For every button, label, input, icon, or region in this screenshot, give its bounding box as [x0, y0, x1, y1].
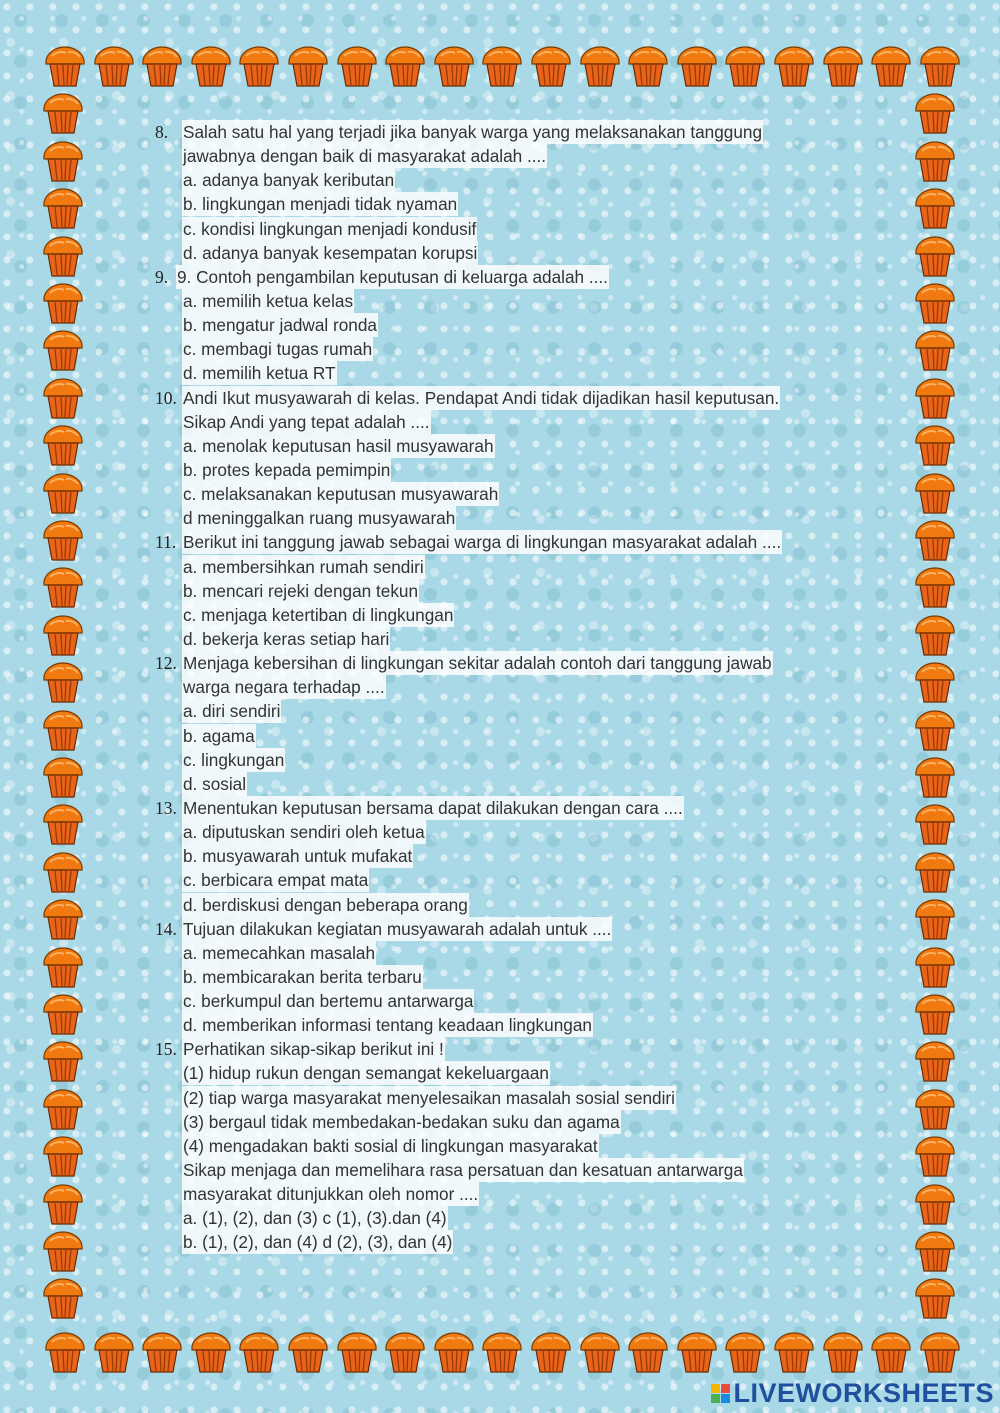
muffin-icon — [40, 565, 86, 609]
question-text: Berikut ini tanggung jawab sebagai warga di lingkungan masyarakat adalah .... — [183, 532, 782, 553]
muffin-icon — [912, 423, 958, 467]
question-line — [155, 603, 875, 627]
question-text: Tujuan dilakukan kegiatan musyawarah adalah untuk .... — [183, 918, 612, 939]
muffin-icon — [912, 660, 958, 704]
option-text: (4) mengadakan bakti sosial di lingkungan masyarakat — [183, 1135, 598, 1156]
question-number: 15. — [155, 1039, 177, 1060]
muffin-icon — [40, 1182, 86, 1226]
question-line — [155, 313, 875, 337]
muffin-icon — [40, 139, 86, 183]
option-text: c. berkumpul dan bertemu antarwarga — [183, 991, 474, 1012]
muffin-icon — [674, 44, 720, 88]
muffin-icon — [40, 1276, 86, 1320]
muffin-icon — [431, 1330, 477, 1374]
muffin-icon — [912, 518, 958, 562]
muffin-icon — [40, 802, 86, 846]
option-text: d meninggalkan ruang musyawarah — [183, 508, 456, 529]
muffin-icon — [40, 708, 86, 752]
muffin-icon — [912, 1134, 958, 1178]
muffin-icon — [528, 1330, 574, 1374]
option-text: d. adanya banyak kesempatan korupsi — [183, 242, 478, 263]
liveworksheets-logo-icon — [711, 1384, 730, 1403]
question-line — [155, 699, 875, 723]
option-text: (3) bergaul tidak membedakan-bedakan suku dan agama — [183, 1111, 620, 1132]
option-text: Sikap Andi yang tepat adalah .... — [183, 411, 430, 432]
question-list — [155, 120, 875, 1255]
muffin-icon — [40, 328, 86, 372]
muffin-icon — [188, 1330, 234, 1374]
option-text: b. mengatur jadwal ronda — [183, 315, 377, 336]
muffin-icon — [40, 91, 86, 135]
muffin-icon — [334, 1330, 380, 1374]
muffin-icon — [528, 44, 574, 88]
option-text: d. memilih ketua RT — [183, 363, 336, 384]
muffin-icon — [40, 1229, 86, 1273]
muffin-icon — [722, 44, 768, 88]
question-number: 10. — [155, 387, 177, 408]
option-text: a. membersihkan rumah sendiri — [183, 556, 424, 577]
option-text: b. musyawarah untuk mufakat — [183, 846, 413, 867]
question-line — [155, 1013, 875, 1037]
question-stem — [155, 530, 875, 554]
muffin-icon — [912, 1087, 958, 1131]
question-line — [155, 675, 875, 699]
question-line — [155, 337, 875, 361]
option-text: d. memberikan informasi tentang keadaan lingkungan — [183, 1015, 592, 1036]
muffin-icon — [40, 613, 86, 657]
question-line — [155, 965, 875, 989]
question-line — [155, 506, 875, 530]
question-line — [155, 144, 875, 168]
option-text: d. bekerja keras setiap hari — [183, 628, 390, 649]
option-text: c. membagi tugas rumah — [183, 339, 373, 360]
question-line — [155, 434, 875, 458]
question-line — [155, 724, 875, 748]
muffin-icon — [625, 44, 671, 88]
muffin-icon — [912, 234, 958, 278]
option-text: a. diputuskan sendiri oleh ketua — [183, 822, 425, 843]
muffin-icon — [912, 91, 958, 135]
muffin-icon — [771, 1330, 817, 1374]
muffin-icon — [91, 44, 137, 88]
muffin-icon — [868, 44, 914, 88]
muffin-icon — [912, 613, 958, 657]
logo-text: LIVEWORKSHEETS — [733, 1378, 994, 1408]
question-number: 11. — [155, 532, 177, 553]
option-text: (1) hidup rukun dengan semangat kekeluargaan — [183, 1063, 549, 1084]
option-text: Sikap menjaga dan memelihara rasa persatuan dan kesatuan antarwarga — [183, 1160, 743, 1181]
muffin-icon — [912, 186, 958, 230]
muffin-icon — [40, 518, 86, 562]
muffin-icon — [912, 1182, 958, 1226]
question-text: Menentukan keputusan bersama dapat dilakukan dengan cara .... — [183, 797, 683, 818]
question-stem — [155, 651, 875, 675]
question-number: 12. — [155, 653, 177, 674]
muffin-icon — [188, 44, 234, 88]
muffin-icon — [912, 755, 958, 799]
muffin-icon — [912, 139, 958, 183]
muffin-icon — [40, 755, 86, 799]
muffin-icon — [912, 471, 958, 515]
question-line — [155, 192, 875, 216]
muffin-icon — [431, 44, 477, 88]
question-line — [155, 1134, 875, 1158]
question-number: 13. — [155, 797, 177, 818]
question-stem — [155, 796, 875, 820]
option-text: c. melaksanakan keputusan musyawarah — [183, 484, 499, 505]
muffin-icon — [42, 1330, 88, 1374]
muffin-icon — [91, 1330, 137, 1374]
muffin-icon — [820, 44, 866, 88]
muffin-icon — [42, 44, 88, 88]
option-text: d. berdiskusi dengan beberapa orang — [183, 894, 468, 915]
option-text: b. membicarakan berita terbaru — [183, 966, 422, 987]
muffin-icon — [868, 1330, 914, 1374]
option-text: jawabnya dengan baik di masyarakat adalah .... — [183, 146, 547, 167]
question-line — [155, 1182, 875, 1206]
option-text: c. menjaga ketertiban di lingkungan — [183, 604, 454, 625]
question-line — [155, 820, 875, 844]
option-text: masyarakat ditunjukkan oleh nomor .... — [183, 1184, 479, 1205]
question-line — [155, 844, 875, 868]
muffin-icon — [40, 945, 86, 989]
question-line — [155, 168, 875, 192]
muffin-icon — [139, 1330, 185, 1374]
question-stem — [155, 917, 875, 941]
muffin-icon — [40, 281, 86, 325]
question-line — [155, 217, 875, 241]
question-stem — [155, 120, 875, 144]
muffin-icon — [285, 1330, 331, 1374]
question-line — [155, 627, 875, 651]
muffin-icon — [40, 660, 86, 704]
option-text: (2) tiap warga masyarakat menyelesaikan masalah sosial sendiri — [183, 1087, 675, 1108]
muffin-icon — [40, 471, 86, 515]
muffin-icon — [577, 44, 623, 88]
question-line — [155, 555, 875, 579]
question-line — [155, 579, 875, 603]
option-text: b. mencari rejeki dengan tekun — [183, 580, 419, 601]
question-text: Andi Ikut musyawarah di kelas. Pendapat Andi tidak dijadikan hasil keputusan. — [183, 387, 780, 408]
option-text: a. (1), (2), dan (3) c (1), (3).dan (4) — [183, 1208, 447, 1229]
muffin-icon — [912, 1276, 958, 1320]
question-line — [155, 1206, 875, 1230]
option-text: a. adanya banyak keributan — [183, 170, 395, 191]
question-line — [155, 1086, 875, 1110]
question-number: 9. — [155, 266, 169, 287]
muffin-icon — [820, 1330, 866, 1374]
muffin-icon — [912, 992, 958, 1036]
muffin-icon — [334, 44, 380, 88]
muffin-icon — [40, 850, 86, 894]
muffin-icon — [40, 1039, 86, 1083]
option-text: a. diri sendiri — [183, 701, 281, 722]
muffin-icon — [625, 1330, 671, 1374]
option-text: a. memilih ketua kelas — [183, 290, 354, 311]
muffin-icon — [236, 44, 282, 88]
question-number: 14. — [155, 918, 177, 939]
question-stem — [155, 386, 875, 410]
question-line — [155, 989, 875, 1013]
muffin-icon — [40, 897, 86, 941]
muffin-icon — [917, 1330, 963, 1374]
question-line — [155, 241, 875, 265]
question-line — [155, 410, 875, 434]
muffin-icon — [40, 1087, 86, 1131]
muffin-icon — [771, 44, 817, 88]
question-line — [155, 748, 875, 772]
option-text: d. sosial — [183, 773, 247, 794]
muffin-icon — [40, 376, 86, 420]
muffin-icon — [912, 1039, 958, 1083]
muffin-icon — [40, 186, 86, 230]
question-stem — [155, 1037, 875, 1061]
question-line — [155, 482, 875, 506]
muffin-icon — [912, 802, 958, 846]
question-line — [155, 1110, 875, 1134]
question-text: Menjaga kebersihan di lingkungan sekitar adalah contoh dari tanggung jawab — [183, 653, 772, 674]
option-text: warga negara terhadap .... — [183, 677, 385, 698]
muffin-icon — [912, 708, 958, 752]
option-text: b. lingkungan menjadi tidak nyaman — [183, 194, 458, 215]
question-line — [155, 458, 875, 482]
question-line — [155, 1061, 875, 1085]
muffin-icon — [912, 376, 958, 420]
question-text: Perhatikan sikap-sikap berikut ini ! — [183, 1039, 444, 1060]
liveworksheets-logo[interactable] — [711, 1378, 994, 1409]
muffin-icon — [722, 1330, 768, 1374]
muffin-icon — [382, 44, 428, 88]
muffin-icon — [912, 328, 958, 372]
question-text: 9. Contoh pengambilan keputusan di keluarga adalah .... — [177, 266, 608, 287]
muffin-icon — [40, 234, 86, 278]
muffin-icon — [912, 565, 958, 609]
muffin-icon — [285, 44, 331, 88]
question-line — [155, 941, 875, 965]
muffin-icon — [912, 281, 958, 325]
question-number: 8. — [155, 122, 169, 142]
muffin-icon — [917, 44, 963, 88]
muffin-icon — [479, 1330, 525, 1374]
option-text: b. (1), (2), dan (4) d (2), (3), dan (4) — [183, 1232, 453, 1253]
muffin-icon — [40, 1134, 86, 1178]
option-text: c. lingkungan — [183, 749, 285, 770]
option-text: c. kondisi lingkungan menjadi kondusif — [183, 218, 477, 239]
question-line — [155, 868, 875, 892]
question-stem — [155, 265, 875, 289]
muffin-icon — [912, 850, 958, 894]
muffin-icon — [139, 44, 185, 88]
option-text: c. berbicara empat mata — [183, 870, 369, 891]
question-line — [155, 893, 875, 917]
question-text: Salah satu hal yang terjadi jika banyak warga yang melaksanakan tanggung — [183, 122, 763, 142]
muffin-icon — [912, 897, 958, 941]
question-line — [155, 772, 875, 796]
question-line — [155, 1158, 875, 1182]
question-line — [155, 1230, 875, 1254]
question-line — [155, 289, 875, 313]
muffin-icon — [912, 945, 958, 989]
option-text: b. agama — [183, 725, 255, 746]
muffin-icon — [382, 1330, 428, 1374]
muffin-icon — [40, 992, 86, 1036]
question-line — [155, 361, 875, 385]
option-text: a. menolak keputusan hasil musyawarah — [183, 435, 494, 456]
muffin-icon — [912, 1229, 958, 1273]
muffin-icon — [236, 1330, 282, 1374]
option-text: b. protes kepada pemimpin — [183, 459, 391, 480]
muffin-icon — [674, 1330, 720, 1374]
muffin-icon — [577, 1330, 623, 1374]
muffin-icon — [479, 44, 525, 88]
option-text: a. memecahkan masalah — [183, 942, 376, 963]
muffin-icon — [40, 423, 86, 467]
